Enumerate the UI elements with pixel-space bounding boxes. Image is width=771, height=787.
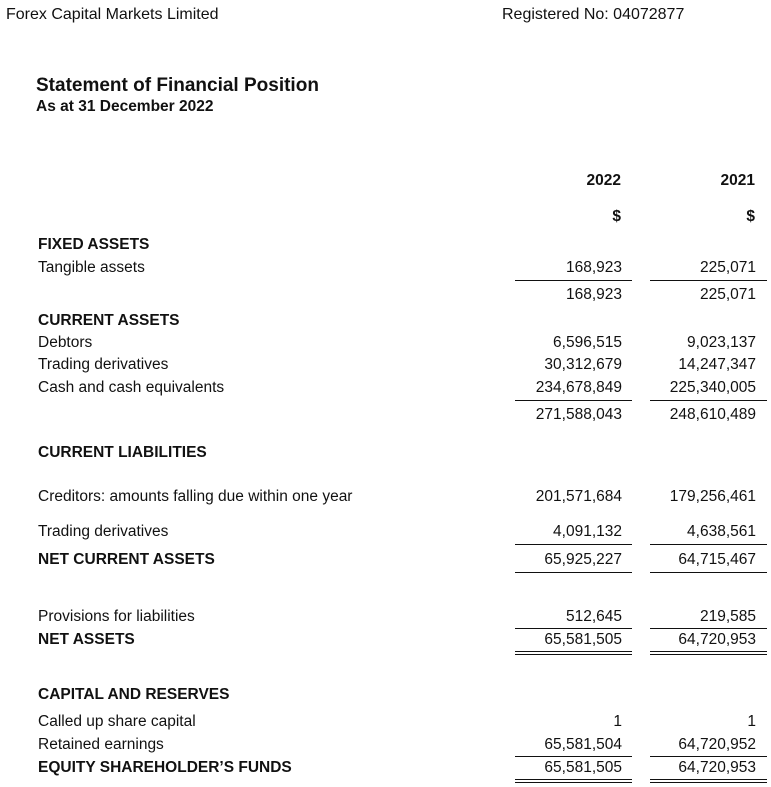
equity-funds-label: EQUITY SHAREHOLDER’S FUNDS <box>38 759 292 776</box>
provisions-label: Provisions for liabilities <box>38 608 195 625</box>
equity-double-rule-2022 <box>515 779 632 783</box>
current-assets-total-2022: 271,588,043 <box>535 406 622 423</box>
registered-number: Registered No: 04072877 <box>502 6 685 23</box>
trading-derivatives-liability-2022: 4,091,132 <box>553 523 622 540</box>
column-currency-2022: $ <box>612 208 621 225</box>
retained-earnings-2021: 64,720,952 <box>678 736 756 753</box>
liabilities-rule-2021 <box>650 544 767 545</box>
debtors-label: Debtors <box>38 334 93 351</box>
current-assets-total-2021: 248,610,489 <box>669 406 756 423</box>
provisions-rule-2022 <box>515 628 632 629</box>
provisions-2022: 512,645 <box>565 608 622 625</box>
debtors-2022: 6,596,515 <box>553 334 622 351</box>
creditors-2021: 179,256,461 <box>669 488 756 505</box>
trading-derivatives-asset-2022: 30,312,679 <box>544 356 622 373</box>
column-currency-2021: $ <box>746 208 755 225</box>
share-capital-2022: 1 <box>613 713 622 730</box>
cash-label: Cash and cash equivalents <box>38 379 225 396</box>
trading-derivatives-asset-label: Trading derivatives <box>38 356 169 373</box>
debtors-2021: 9,023,137 <box>687 334 756 351</box>
column-year-2022: 2022 <box>586 172 621 189</box>
net-assets-double-rule-2021 <box>650 651 767 655</box>
net-current-rule-2021 <box>650 572 767 573</box>
net-assets-double-rule-2022 <box>515 651 632 655</box>
retained-earnings-label: Retained earnings <box>38 736 164 753</box>
trading-derivatives-liability-2021: 4,638,561 <box>687 523 756 540</box>
statement-title: Statement of Financial Position <box>36 75 319 96</box>
capital-rule-2021 <box>650 756 767 757</box>
current-assets-heading: CURRENT ASSETS <box>38 312 180 329</box>
column-year-2021: 2021 <box>720 172 755 189</box>
current-liabilities-heading: CURRENT LIABILITIES <box>38 444 207 461</box>
trading-derivatives-liability-label: Trading derivatives <box>38 523 169 540</box>
capital-rule-2022 <box>515 756 632 757</box>
fixed-assets-heading: FIXED ASSETS <box>38 236 150 253</box>
cash-2021: 225,340,005 <box>669 379 756 396</box>
fixed-assets-total-2022: 168,923 <box>565 286 622 303</box>
fixed-assets-total-2021: 225,071 <box>699 286 756 303</box>
company-name: Forex Capital Markets Limited <box>6 6 219 23</box>
provisions-2021: 219,585 <box>699 608 756 625</box>
tangible-assets-2021: 225,071 <box>699 259 756 276</box>
net-assets-2021: 64,720,953 <box>678 631 756 648</box>
retained-earnings-2022: 65,581,504 <box>544 736 622 753</box>
creditors-2022: 201,571,684 <box>535 488 622 505</box>
net-current-assets-label: NET CURRENT ASSETS <box>38 551 215 568</box>
cash-2022: 234,678,849 <box>535 379 622 396</box>
equity-double-rule-2021 <box>650 779 767 783</box>
net-current-rule-2022 <box>515 572 632 573</box>
provisions-rule-2021 <box>650 628 767 629</box>
capital-reserves-heading: CAPITAL AND RESERVES <box>38 686 230 703</box>
fixed-assets-rule-2021 <box>650 280 767 281</box>
equity-funds-2022: 65,581,505 <box>544 759 622 776</box>
fixed-assets-rule-2022 <box>515 280 632 281</box>
share-capital-label: Called up share capital <box>38 713 196 730</box>
liabilities-rule-2022 <box>515 544 632 545</box>
net-current-assets-2021: 64,715,467 <box>678 551 756 568</box>
statement-date: As at 31 December 2022 <box>36 98 214 115</box>
tangible-assets-label: Tangible assets <box>38 259 145 276</box>
net-current-assets-2022: 65,925,227 <box>544 551 622 568</box>
net-assets-label: NET ASSETS <box>38 631 135 648</box>
equity-funds-2021: 64,720,953 <box>678 759 756 776</box>
share-capital-2021: 1 <box>747 713 756 730</box>
trading-derivatives-asset-2021: 14,247,347 <box>678 356 756 373</box>
creditors-label: Creditors: amounts falling due within one year <box>38 488 353 505</box>
net-assets-2022: 65,581,505 <box>544 631 622 648</box>
tangible-assets-2022: 168,923 <box>565 259 622 276</box>
current-assets-rule-2021 <box>650 400 767 401</box>
current-assets-rule-2022 <box>515 400 632 401</box>
